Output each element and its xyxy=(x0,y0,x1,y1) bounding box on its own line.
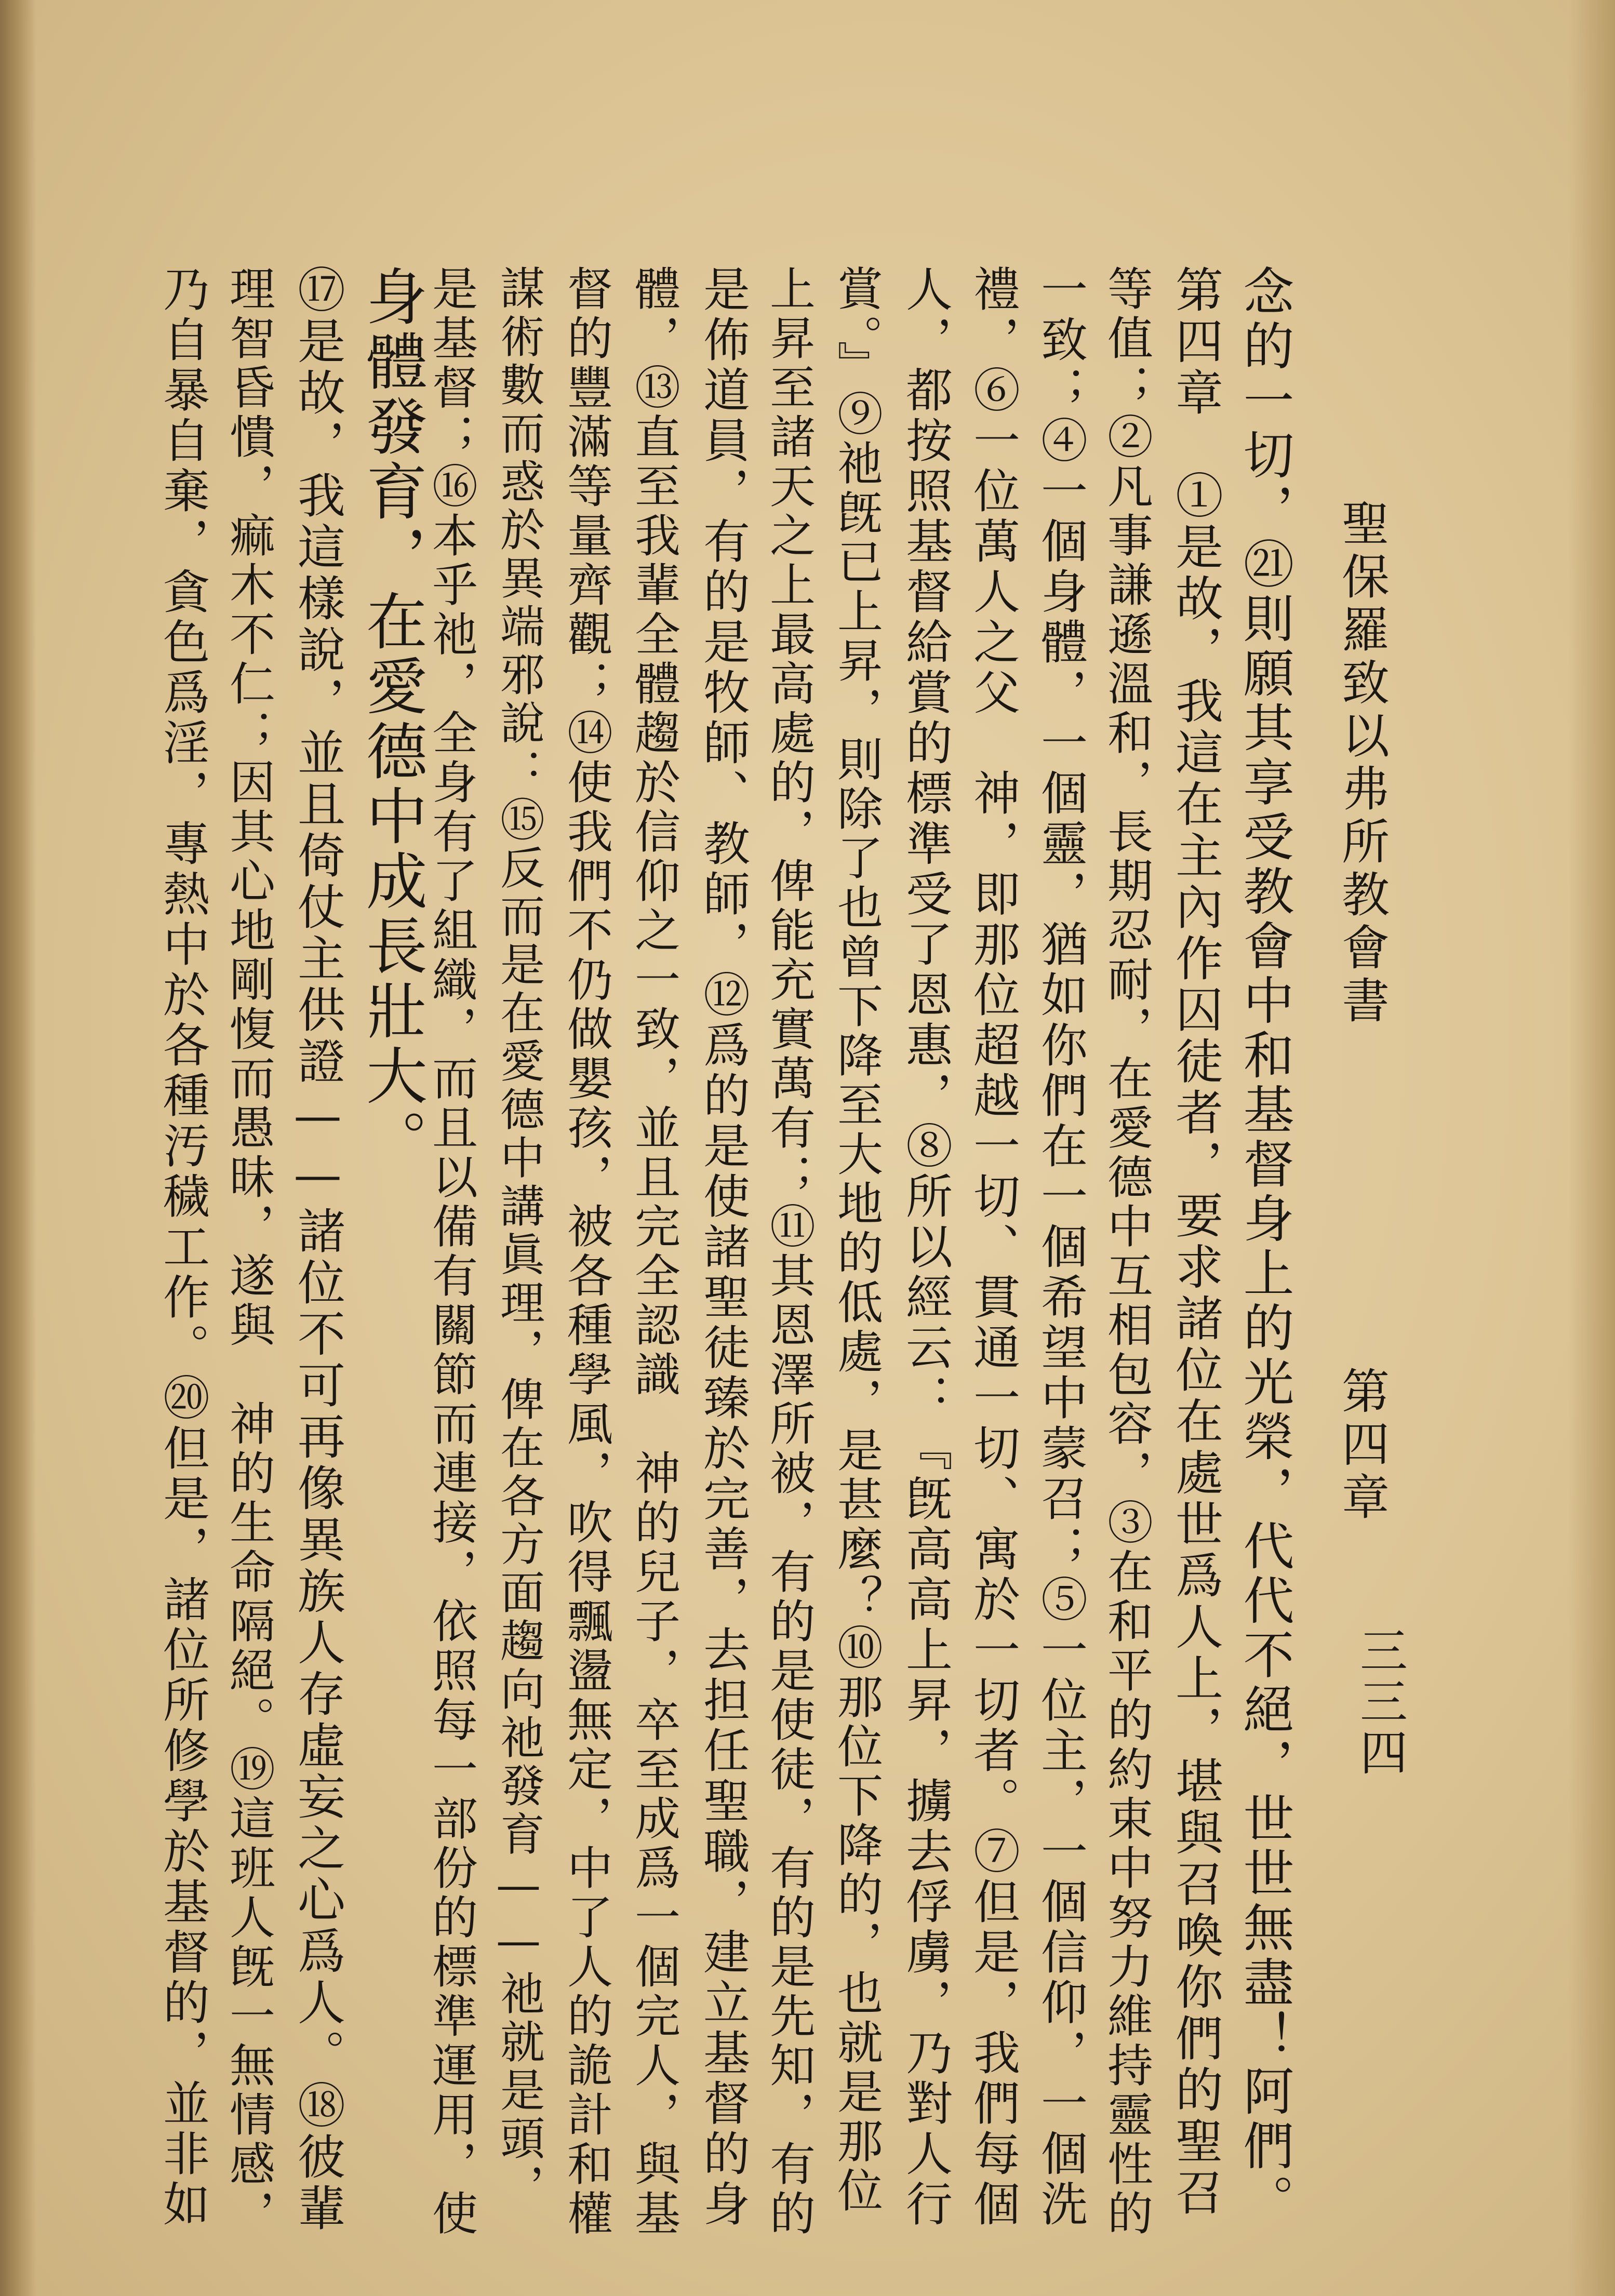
text-line-7: 賞。』⑨祂旣已上昇，則除了也曾下降至大地的低處，是甚麼？⑩那位下降的，也就是那位 xyxy=(830,265,884,2216)
text-line-12: 謀術數而惑於異端邪說：⑮反而是在愛德中講眞理，俾在各方面趨向祂發育——祂就是頭， xyxy=(492,265,544,2212)
text-line-8: 上昇至諸天之上最高處的，俾能充實萬有；⑪其恩澤所被，有的是使徒，有的是先知，有的 xyxy=(763,265,816,2239)
text-line-14: 身體發育，在愛德中成長壯大。 xyxy=(356,265,428,1174)
text-line-15: ⑰是故，我這樣說，並且倚仗主供證——諸位不可再像異族人存虛妄之心爲人。⑱彼輩 xyxy=(290,265,345,2235)
text-line-3: 等值；②凡事謙遜溫和，長期忍耐，在愛德中互相包容，③在和平的約束中努力維持靈性的 xyxy=(1100,265,1154,2239)
text-line-10: 體，⑬直至我輩全體趨於信仰之一致，並且完全認識 神的兒子，卒至成爲一個完人，與基 xyxy=(628,265,681,2239)
binding-shadow xyxy=(0,0,36,2296)
text-line-4: 一致；④一個身體，一個靈，猶如你們在一個希望中蒙召；⑤一位主，一個信仰，一個洗 xyxy=(1033,265,1087,2230)
text-line-9: 是佈道員，有的是牧師、教師，⑫爲的是使諸聖徒臻於完善，去担任聖職，建立基督的身 xyxy=(695,265,750,2230)
text-line-16: 理智昏憒，痲木不仁；因其心地剛愎而愚昧，遂與 神的生命隔絕。⑲這班人旣一無情感， xyxy=(222,265,276,2239)
text-line-11: 督的豐滿等量齊觀；⑭使我們不仍做嬰孩，被各種學風，吹得飄盪無定，中了人的詭計和權 xyxy=(560,265,613,2239)
page-edge-shadow xyxy=(1568,0,1615,2296)
text-line-13: 是基督；⑯本乎祂，全身有了組織，而且以備有關節而連接，依照每一部份的標準運用，使 xyxy=(425,265,478,2239)
page-number: 三三四 xyxy=(1352,1626,1408,1779)
running-header-title: 聖保羅致以弗所教會書 xyxy=(1334,499,1390,1029)
text-line-1: 念的一切，㉑則願其享受教會中和基督身上的光榮，代代不絕，世世無盡！阿們。 xyxy=(1235,265,1294,2228)
text-line-5: 禮，⑥一位萬人之父 神，即那位超越一切、貫通一切、寓於一切者。⑦但是，我們每個 xyxy=(965,265,1020,2230)
text-line-2: 第四章 ①是故，我這在主內作囚徒者，要求諸位在處世爲人上，堪與召喚你們的聖召 xyxy=(1168,265,1223,2219)
text-line-17: 乃自暴自棄，貪色爲淫，專熱中於各種汚穢工作。⑳但是，諸位所修學於基督的，並非如 xyxy=(155,265,209,2230)
running-header-chapter: 第四章 xyxy=(1334,1366,1390,1525)
text-line-6: 人，都按照基督給賞的標準受了恩惠，⑧所以經云：『旣高高上昇，擄去俘虜，乃對人行 xyxy=(898,265,952,2230)
